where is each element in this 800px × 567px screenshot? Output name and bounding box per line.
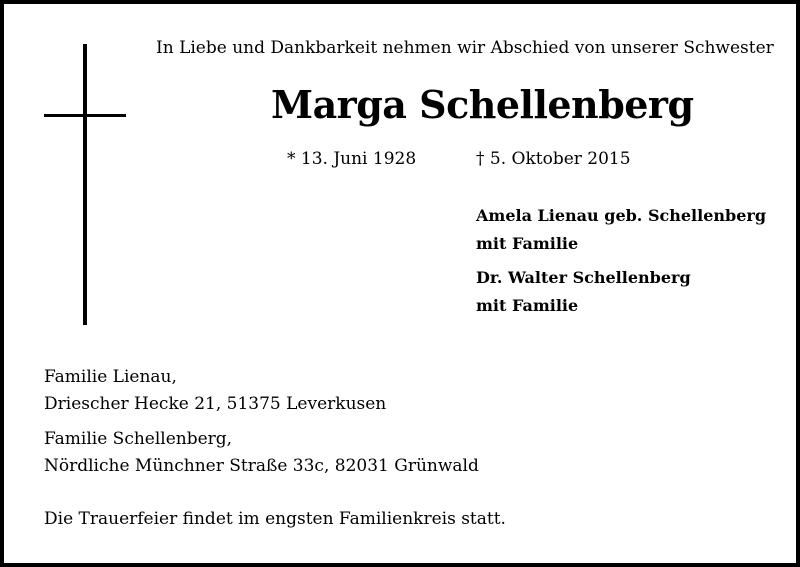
mourner-1-family: mit Familie <box>476 234 579 253</box>
birth-date: * 13. Juni 1928 <box>287 149 417 169</box>
cross-horizontal-bar <box>44 114 126 117</box>
mourner-1-name: Amela Lienau geb. Schellenberg <box>476 206 767 225</box>
address-2-name: Familie Schellenberg, <box>44 429 233 449</box>
funeral-note: Die Trauerfeier findet im engsten Familienkreis statt. <box>44 509 506 529</box>
mourner-2-family: mit Familie <box>476 296 579 315</box>
cross-vertical-bar <box>83 44 87 325</box>
address-2-street: Nördliche Münchner Straße 33c, 82031 Grünwald <box>44 456 479 476</box>
address-1-name: Familie Lienau, <box>44 367 177 387</box>
mourner-2-name: Dr. Walter Schellenberg <box>476 268 691 287</box>
death-date: † 5. Oktober 2015 <box>476 149 631 169</box>
intro-text: In Liebe und Dankbarkeit nehmen wir Abschied von unserer Schwester <box>156 38 774 58</box>
address-1-street: Driescher Hecke 21, 51375 Leverkusen <box>44 394 387 414</box>
deceased-name: Marga Schellenberg <box>271 82 694 127</box>
